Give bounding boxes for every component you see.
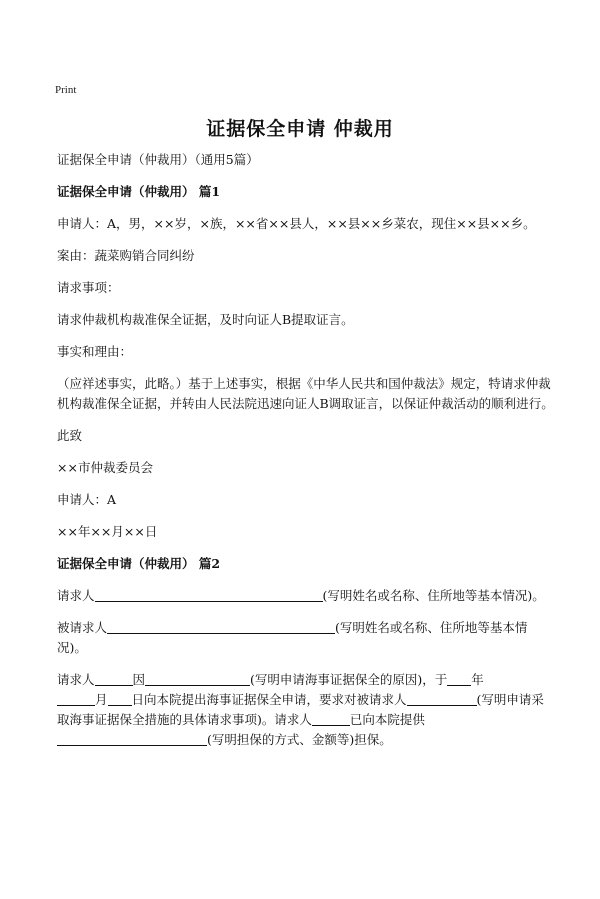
blank-line [447,671,471,686]
document-subtitle: 证据保全申请（仲裁用）（通用5篇） [57,152,259,167]
text-fragment: (写明申请采取海事证据保全措施的具体请求事项)。请求人 [57,692,544,727]
respondent-note: (写明姓名或名称、住所地等基本情况)。 [57,620,528,655]
text-fragment: 因 [132,672,146,687]
section-heading-1: 证据保全申请（仲裁用） 篇1 [57,184,221,199]
case-cause: 案由：蔬菜购销合同纠纷 [57,248,195,263]
text-fragment: (写明担保的方式、金额等)担保。 [207,732,392,747]
blank-line [145,671,250,686]
requester-label: 请求人 [57,588,95,603]
blank-line [107,619,335,634]
blank-line [407,691,477,706]
blank-line [312,711,350,726]
respondent-label: 被请求人 [57,620,108,635]
blank-line [95,587,323,602]
facts-text: （应祥述事实，此略。）基于上述事实，根据《中华人民共和国仲裁法》规定，特请求仲裁机构裁准保全证据，并转由人民法院迅速向证人B调取证言，以保证仲裁活动的顺利进行。 [57,376,554,411]
text-fragment: 已向本院提供 [349,712,425,727]
blank-line [57,731,207,746]
page-title: 证据保全申请 仲裁用 [206,118,394,140]
text-fragment: (写明申请海事证据保全的原因)，于 [250,672,448,687]
document-body [57,150,555,762]
section-heading-2: 证据保全申请（仲裁用） 篇2 [57,556,221,571]
text-fragment: 年 [471,672,484,687]
recipient: ××市仲裁委员会 [57,460,153,475]
applicant-info: 申请人：A，男，××岁，×族，××省××县人，××县××乡菜农，现住××县××乡。 [57,216,536,231]
blank-line [108,691,132,706]
date: ××年××月××日 [57,524,158,539]
request-text: 请求仲裁机构裁准保全证据，及时向证人B提取证言。 [57,312,354,327]
requester-note: (写明姓名或名称、住所地等基本情况)。 [322,588,545,603]
requester-paragraph [57,586,555,606]
blank-line [57,691,95,706]
facts-label: 事实和理由： [57,344,133,359]
blank-line [95,671,133,686]
text-fragment: 日向本院提出海事证据保全申请，要求对被请求人 [131,692,407,707]
reason-paragraph [57,670,555,750]
signer: 申请人：A [57,492,117,507]
text-fragment: 月 [95,692,108,707]
request-label: 请求事项： [57,280,120,295]
respondent-paragraph [57,618,555,658]
print-link[interactable]: Print [55,84,77,96]
text-fragment: 请求人 [57,672,95,687]
salutation: 此致 [57,428,83,443]
